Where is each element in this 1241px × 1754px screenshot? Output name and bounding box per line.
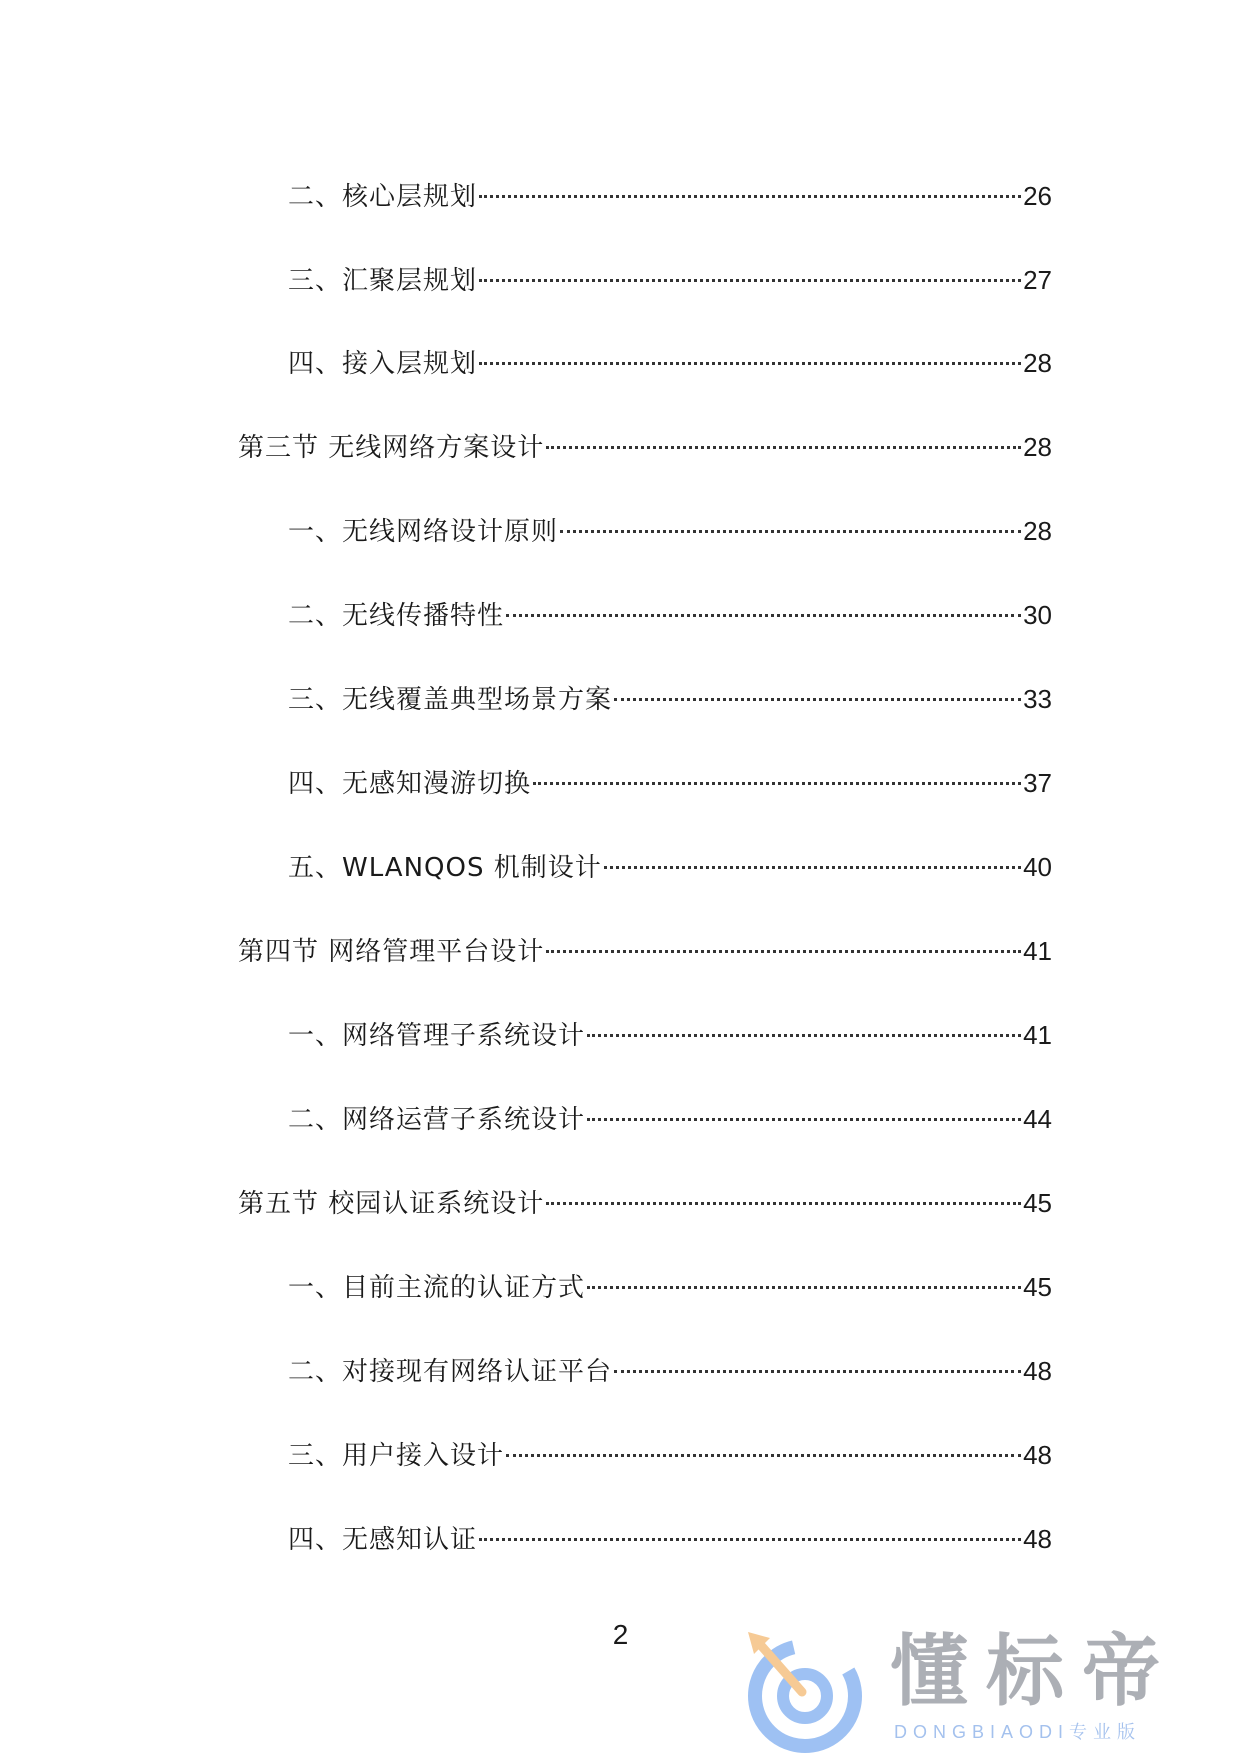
toc-entry-page: 28 [1023,516,1052,546]
toc-dot-leader [604,866,1021,869]
watermark-brand: 懂标帝 [890,1627,1179,1717]
toc-dot-leader [479,195,1021,198]
toc-entry-title: 二、对接现有网络认证平台 [288,1357,613,1387]
toc-entry-title: 四、接入层规划 [288,349,478,379]
toc-entry-page: 48 [1023,1440,1052,1470]
toc-entry-page: 48 [1023,1524,1052,1554]
toc-entry[interactable] [288,847,1052,887]
toc-dot-leader [479,279,1021,282]
toc-entry-title: 四、无感知漫游切换 [288,769,532,799]
toc-entry-page: 28 [1023,432,1052,462]
toc-entry-page: 27 [1023,265,1052,295]
toc-entry-page: 33 [1023,684,1052,714]
toc-dot-leader [546,446,1021,449]
toc-dot-leader [614,698,1021,701]
toc-dot-leader [587,1118,1021,1121]
toc-entry-title: 三、汇聚层规划 [288,266,478,296]
watermark-subtitle: DONGBIAODI专业版 [894,1722,1142,1742]
toc-entry-title: 一、目前主流的认证方式 [288,1273,586,1303]
toc-entry-title: 第四节 网络管理平台设计 [238,937,545,967]
toc-entry-page: 48 [1023,1356,1052,1386]
toc-entry-title: 二、网络运营子系统设计 [288,1105,586,1135]
toc-entry-section[interactable] [238,1183,1052,1223]
toc-entry-title: 四、无感知认证 [288,1525,478,1555]
toc-entry[interactable] [288,763,1052,803]
toc-entry[interactable] [288,343,1052,383]
toc-dot-leader [614,1370,1021,1373]
toc-dot-leader [587,1034,1021,1037]
toc-entry[interactable] [288,511,1052,551]
toc-entry-title: 三、无线覆盖典型场景方案 [288,685,613,715]
toc-entry[interactable] [288,679,1052,719]
toc-entry[interactable] [288,1435,1052,1475]
toc-entry-title: 二、核心层规划 [288,182,478,212]
toc-entry-title: 第三节 无线网络方案设计 [238,433,545,463]
toc-dot-leader [587,1286,1021,1289]
toc-entry-title: 第五节 校园认证系统设计 [238,1189,545,1219]
toc-entry-page: 44 [1023,1104,1052,1134]
toc-entry-page: 28 [1023,348,1052,378]
toc-dot-leader [546,950,1021,953]
target-arrow-icon [740,1628,870,1754]
toc-entry-page: 26 [1023,181,1052,211]
toc-dot-leader [506,1454,1021,1457]
toc-dot-leader [533,782,1021,785]
toc-entry[interactable] [288,1015,1052,1055]
toc-entry-title: 二、无线传播特性 [288,601,505,631]
toc-entry[interactable] [288,1267,1052,1307]
toc-entry-page: 40 [1023,852,1052,882]
toc-entry-page: 41 [1023,936,1052,966]
toc-dot-leader [479,1538,1021,1541]
toc-entry-title: 一、网络管理子系统设计 [288,1021,586,1051]
toc-entry-title: 五、WLANQOS 机制设计 [288,853,602,883]
toc-entry-page: 45 [1023,1272,1052,1302]
toc-entry-section[interactable] [238,427,1052,467]
toc-entry-title: 三、用户接入设计 [288,1441,505,1471]
toc-entry[interactable] [288,176,1052,216]
toc-entry[interactable] [288,260,1052,300]
toc-entry-title: 一、无线网络设计原则 [288,517,559,547]
toc-dot-leader [546,1202,1021,1205]
toc-dot-leader [479,362,1021,365]
toc-entry[interactable] [288,1519,1052,1559]
toc-entry[interactable] [288,1351,1052,1391]
toc-entry[interactable] [288,1099,1052,1139]
toc-entry[interactable] [288,595,1052,635]
toc-entry-page: 41 [1023,1020,1052,1050]
toc-entry-section[interactable] [238,931,1052,971]
watermark-logo [740,1628,1220,1748]
toc-entry-page: 45 [1023,1188,1052,1218]
page-number: 2 [612,1619,629,1650]
toc-entry-page: 37 [1023,768,1052,798]
toc-dot-leader [506,614,1021,617]
toc-dot-leader [560,530,1021,533]
toc-entry-page: 30 [1023,600,1052,630]
